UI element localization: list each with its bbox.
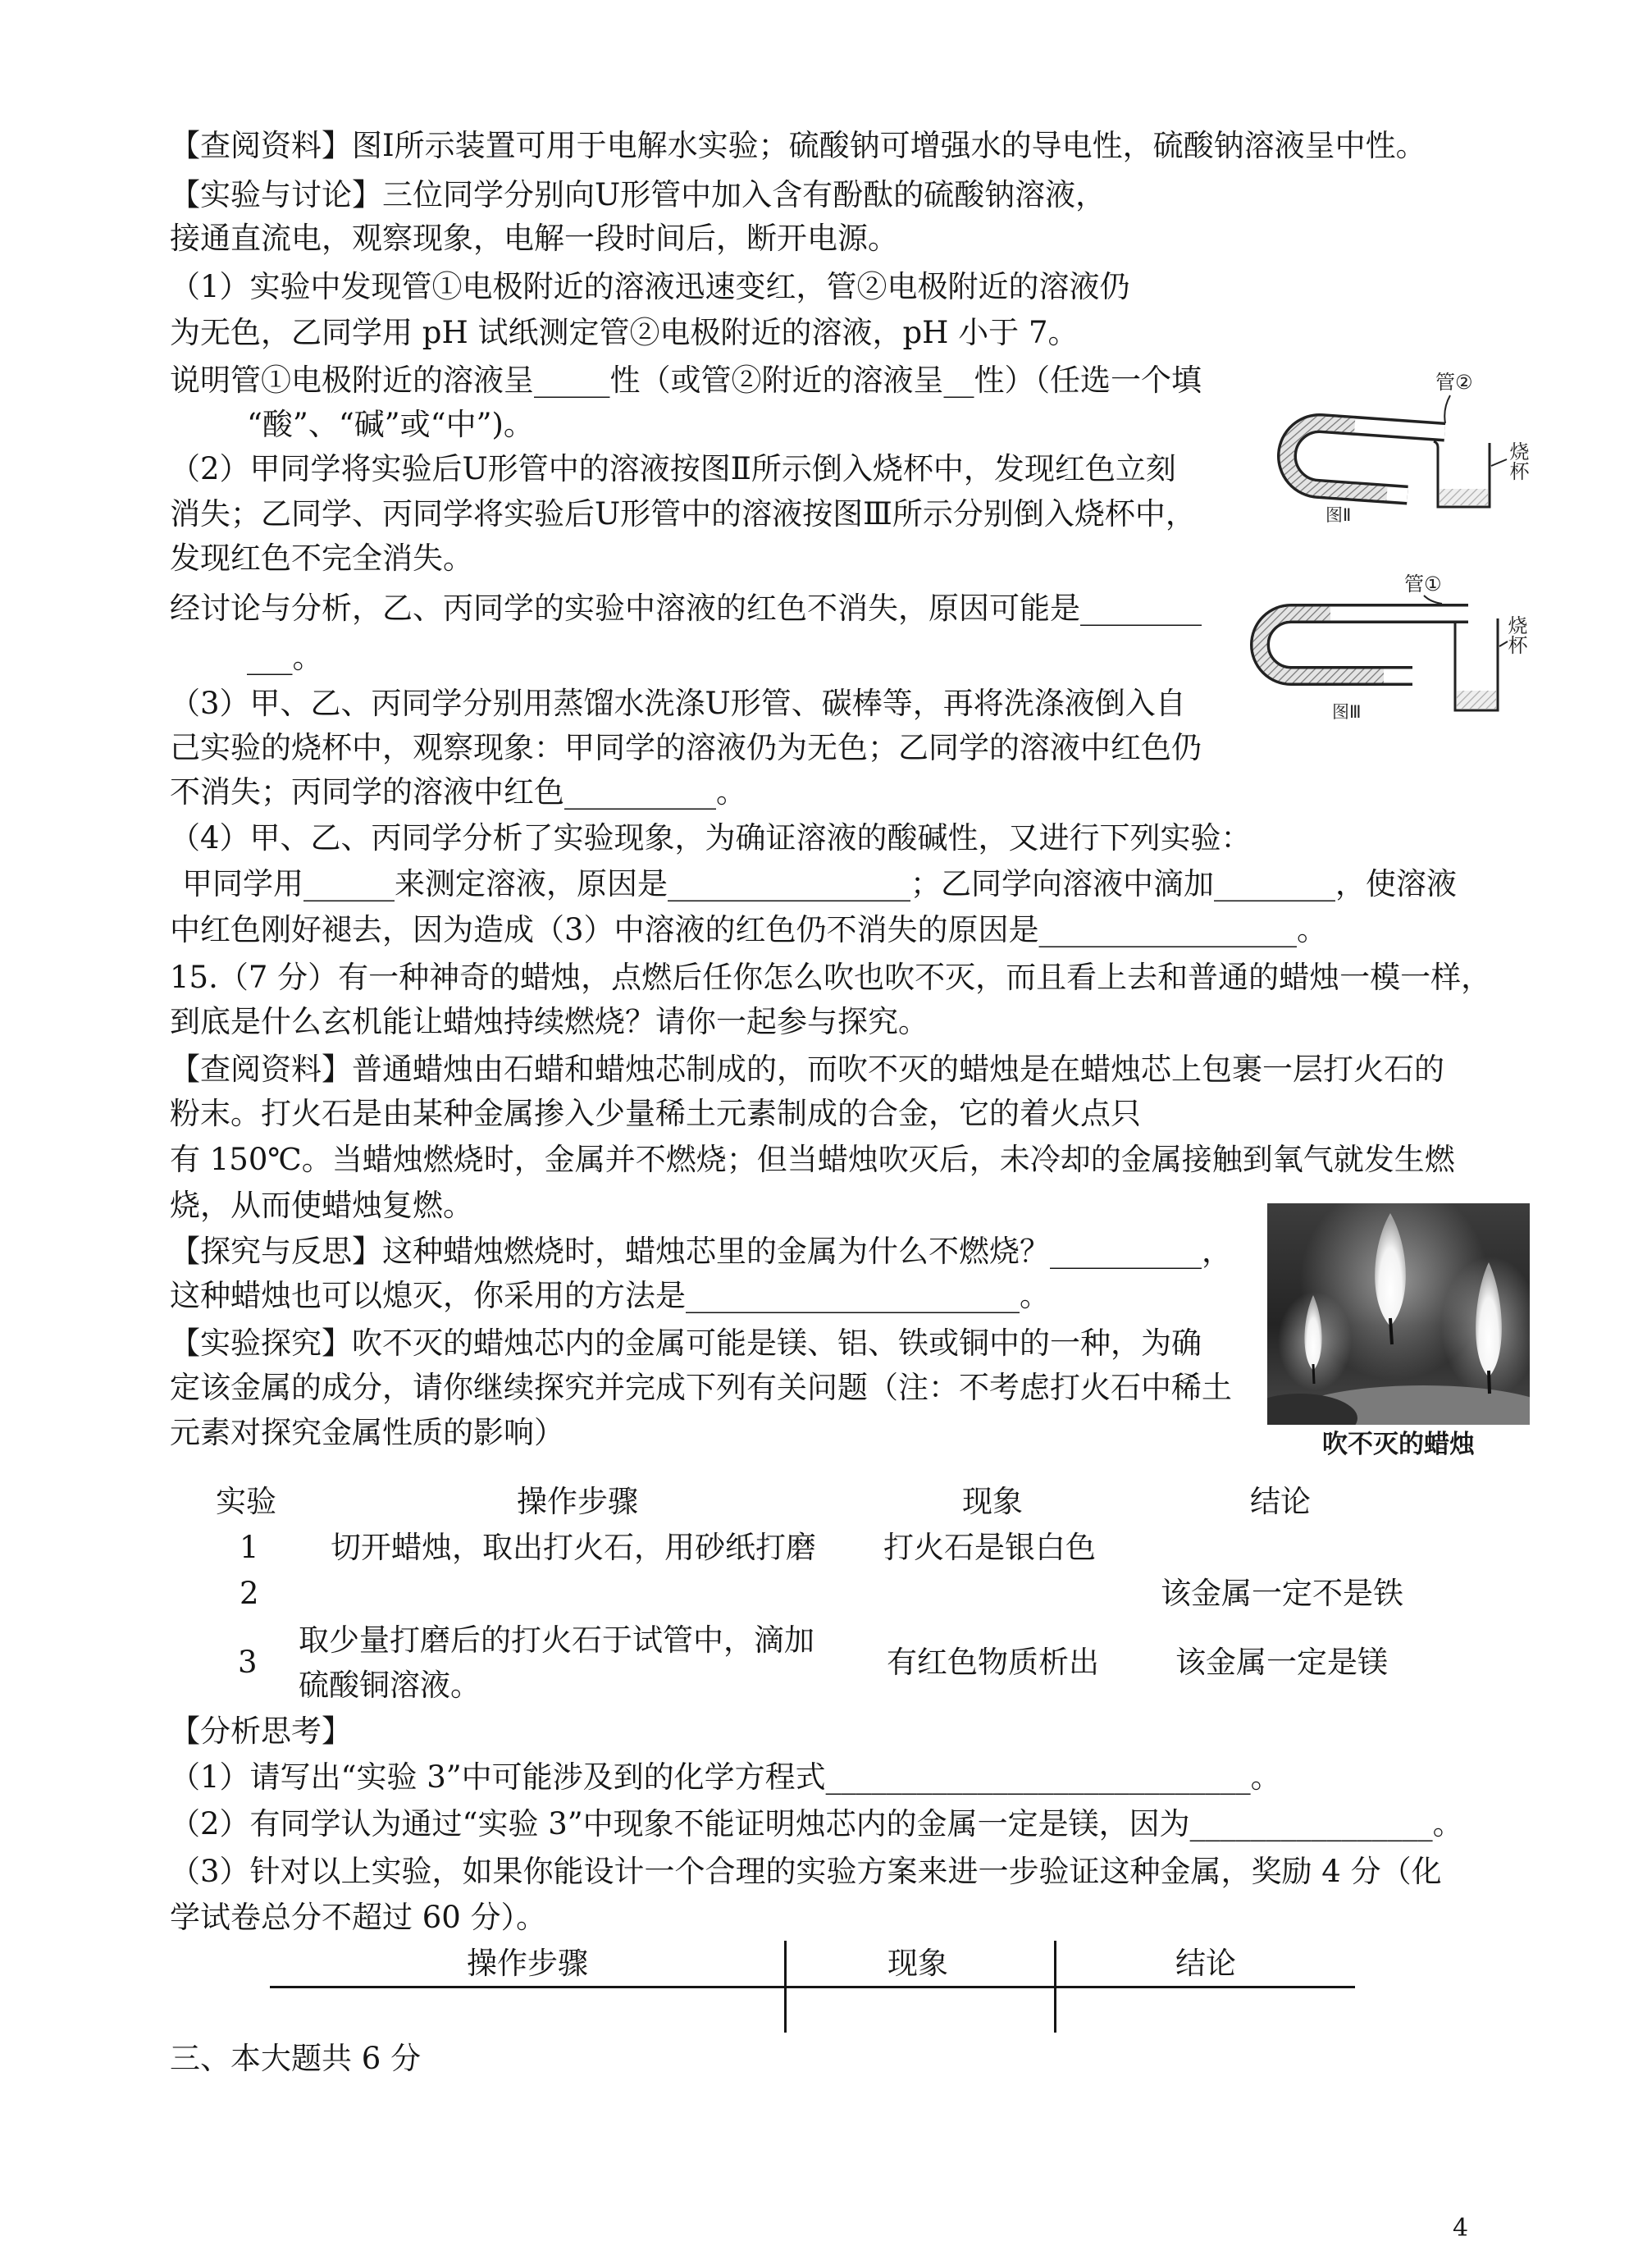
- q14-part4-line: （4）甲、乙、丙同学分析了实验现象，为确证溶液的酸碱性，又进行下列实验：: [170, 820, 1252, 856]
- table-cell-no: 3: [238, 1645, 258, 1680]
- table-header-cell: 结论: [1175, 1946, 1236, 1981]
- table-header-cell: 操作步骤: [467, 1946, 588, 1981]
- q14-part3-line: 己实验的烧杯中，观察现象：甲同学的溶液仍为无色；乙同学的溶液中红色仍: [170, 730, 1202, 765]
- q15-reference-line: 粉末。打火石是由某种金属掺入少量稀土元素制成的合金，它的着火点只: [170, 1096, 1141, 1131]
- page-number: 4: [1453, 2214, 1469, 2243]
- table-header-cell: 结论: [1250, 1484, 1311, 1519]
- q14-part2-line: 消失；乙同学、丙同学将实验后U形管中的溶液按图Ⅲ所示分别倒入烧杯中，: [170, 496, 1196, 532]
- table-rule-vertical: [784, 1941, 787, 2033]
- q14-part1-line: “酸”、“碱”或“中”)。: [247, 407, 534, 442]
- table-rule-horizontal: [270, 1986, 1355, 1988]
- q14-part3-line: （3）甲、乙、丙同学分别用蒸馏水洗涤U形管、碳棒等，再将洗涤液倒入自: [170, 686, 1186, 721]
- q14-part2-line: 发现红色不完全消失。: [170, 541, 473, 576]
- table-cell-operation: 取少量打磨后的打火石于试管中，滴加: [299, 1622, 814, 1658]
- beaker-icon: [1434, 441, 1490, 507]
- table-cell-conclusion: 该金属一定不是铁: [1161, 1576, 1403, 1611]
- table-header-cell: 操作步骤: [517, 1484, 638, 1519]
- analysis-item: （3）针对以上实验，如果你能设计一个合理的实验方案来进一步验证这种金属，奖励 4 分（化: [170, 1854, 1442, 1889]
- figure-2-tube-label: 管②: [1435, 371, 1473, 394]
- q15-exploration-line: 定该金属的成分，请你继续探究并完成下列有关问题（注：不考虑打火石中稀土: [170, 1370, 1232, 1405]
- leader-line: [1424, 596, 1442, 604]
- q15-reflection-line: 【探究与反思】这种蜡烛燃烧时，蜡烛芯里的金属为什么不燃烧？__________，: [170, 1234, 1232, 1269]
- table-header-cell: 实验: [216, 1484, 276, 1519]
- table-cell-no: 2: [240, 1576, 259, 1611]
- table-cell-phenomenon: 有红色物质析出: [887, 1645, 1099, 1680]
- q14-part4-line: 中红色刚好褪去，因为造成（3）中溶液的红色仍不消失的原因是_________________。: [170, 912, 1328, 947]
- analysis-heading: 【分析思考】: [170, 1714, 352, 1749]
- figure-3-u-tube-pouring: [1248, 564, 1527, 722]
- u-tube-icon: [1260, 614, 1468, 676]
- table-cell-no: 1: [240, 1530, 259, 1565]
- wick-icon: [1313, 1364, 1314, 1384]
- q15-reference-line: 有 150℃。当蜡烛燃烧时，金属并不燃烧；但当蜡烛吹灭后，未冷却的金属接触到氧气就发生燃: [170, 1142, 1455, 1177]
- leader-line: [1444, 395, 1450, 423]
- q15-intro-line: 到底是什么玄机能让蜡烛持续燃烧？请你一起参与探究。: [170, 1004, 929, 1039]
- q14-part1-line: 为无色，乙同学用 pH 试纸测定管②电极附近的溶液，pH 小于 7。: [170, 315, 1079, 350]
- q14-part2-line: 经讨论与分析，乙、丙同学的实验中溶液的红色不消失，原因可能是________: [170, 591, 1202, 626]
- candle-photo: [1267, 1203, 1530, 1464]
- q15-exploration-line: 元素对探究金属性质的影响）: [170, 1415, 564, 1450]
- q14-part1-line: 说明管①电极附近的溶液呈_____性（或管②附近的溶液呈__性）（任选一个填: [170, 363, 1202, 398]
- q14-part4-line: 甲同学用______来测定溶液，原因是________________；乙同学向溶液中滴加________，使溶液: [182, 866, 1457, 901]
- q14-part3-line: 不消失；丙同学的溶液中红色__________。: [170, 774, 746, 810]
- u-tube-icon: [1284, 421, 1444, 497]
- candle-flames-image: [1267, 1203, 1530, 1425]
- table-rule-vertical: [1054, 1941, 1056, 2033]
- q15-exploration-line: 【实验探究】吹不灭的蜡烛芯内的金属可能是镁、铝、铁或铜中的一种，为确: [170, 1326, 1202, 1361]
- q15-reference-line: 烧，从而使蜡烛复燃。: [170, 1188, 473, 1223]
- q14-part1-line: （1）实验中发现管①电极附近的溶液迅速变红，管②电极附近的溶液仍: [170, 269, 1130, 304]
- q14-part2-line: ___。: [247, 640, 323, 675]
- table-cell-operation: 硫酸铜溶液。: [299, 1668, 481, 1703]
- figure-2-u-tube-pouring: [1275, 366, 1537, 525]
- leader-line: [1491, 459, 1507, 466]
- q14-part2-line: （2）甲同学将实验后U形管中的溶液按图Ⅱ所示倒入烧杯中，发现红色立刻: [170, 451, 1176, 486]
- candle-photo-caption: 吹不灭的蜡烛: [1322, 1430, 1475, 1459]
- q14-discussion-line: 【实验与讨论】三位同学分别向U形管中加入含有酚酞的硫酸钠溶液，: [170, 177, 1106, 212]
- table-header-cell: 现象: [962, 1484, 1023, 1519]
- table-header-cell: 现象: [887, 1946, 948, 1981]
- figure-3-caption: 图Ⅲ: [1332, 702, 1362, 722]
- section-3-heading: 三、本大题共 6 分: [170, 2041, 422, 2076]
- q14-discussion-line: 接通直流电，观察现象，电解一段时间后，断开电源。: [170, 221, 898, 256]
- table-cell-conclusion: 该金属一定是镁: [1175, 1645, 1388, 1680]
- q15-reflection-line: 这种蜡烛也可以熄灭，你采用的方法是______________________。: [170, 1278, 1050, 1313]
- q15-intro-line: 15.（7 分）有一种神奇的蜡烛，点燃后任你怎么吹也吹不灭，而且看上去和普通的蜡烛一模一样，: [170, 960, 1492, 995]
- wick-icon: [1390, 1318, 1392, 1344]
- q14-reference-line: 【查阅资料】图Ⅰ所示装置可用于电解水实验；硫酸钠可增强水的导电性，硫酸钠溶液呈中性。: [170, 128, 1426, 163]
- wick-icon: [1489, 1371, 1490, 1394]
- analysis-item: （2）有同学认为通过“实验 3”中现象不能证明烛芯内的金属一定是镁，因为________________。: [170, 1806, 1463, 1841]
- figure-2-caption: 图Ⅱ: [1325, 505, 1352, 525]
- figure-3-tube-label: 管①: [1404, 573, 1442, 596]
- beaker-icon: [1450, 617, 1498, 710]
- q15-reference-line: 【查阅资料】普通蜡烛由石蜡和蜡烛芯制成的，而吹不灭的蜡烛是在蜡烛芯上包裹一层打火石的: [170, 1052, 1444, 1087]
- figure-3-beaker-label: 烧杯: [1504, 615, 1527, 655]
- analysis-item: 学试卷总分不超过 60 分）。: [170, 1900, 547, 1935]
- table-cell-operation: 切开蜡烛，取出打火石，用砂纸打磨: [331, 1530, 816, 1565]
- figure-2-beaker-label: 烧杯: [1506, 441, 1529, 481]
- table-cell-phenomenon: 打火石是银白色: [883, 1530, 1096, 1565]
- analysis-item: （1）请写出“实验 3”中可能涉及到的化学方程式____________________________。: [170, 1759, 1281, 1795]
